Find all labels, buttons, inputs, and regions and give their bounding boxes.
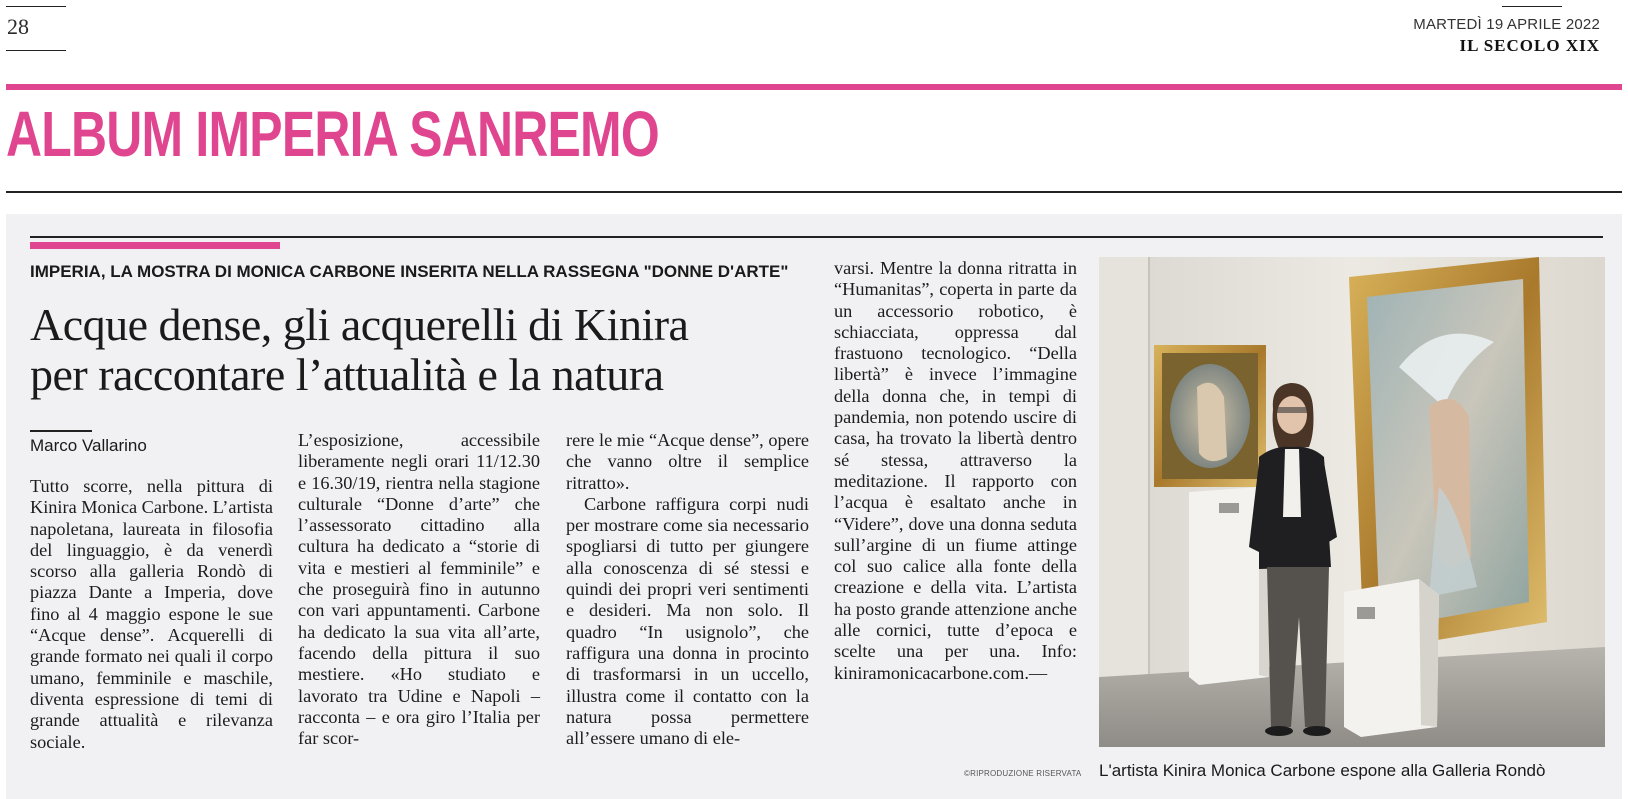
- headline-line-2: per raccontare l’attualità e la natura: [30, 349, 664, 400]
- paragraph: varsi. Mentre la donna ritratta in “Humanitas”, coperta in parte da un accessorio robotico, è schiacciata, oppressa dal frastuono tecnologico. “Della libertà” è invece l’immagine della donna che, in tempi di pandemia, non potendo uscire di casa, ha trovato la libertà dentro sé stessa, attraverso la meditazione. Il rapporto con l’acqua è esaltato anche in “Videre”, dove una donna seduta sull’argine di un fiume attinge col suo calice alla fonte della creazione e della vita. L’artista ha posto grande attenzione anche alle cornici, tutte d’epoca e scelte una per una. Info: kiniramonicacarbone.com.—: [834, 258, 1077, 683]
- section-rule: [6, 191, 1622, 193]
- header-rule-left-bottom: [6, 50, 66, 51]
- text-column-3: [566, 430, 809, 749]
- newspaper-name: IL SECOLO XIX: [1459, 36, 1600, 55]
- paragraph: Tutto scorre, nella pittura di Kinira Monica Carbone. L’artista napoletana, laureata in filosofia del linguaggio, è da venerdì scorso alla galleria Rondò di piazza Dante a Imperia, dove fino al 4 maggio espone le sue “Acque dense”. Acquerelli di grande formato nei quali il corpo umano, femminile e maschile, diventa espressione di temi di grande attualità e rilevanza sociale.: [30, 476, 274, 752]
- headline-line-1: Acque dense, gli acquerelli di Kinira: [30, 299, 689, 350]
- page-number: 28: [7, 14, 29, 39]
- paragraph: L’esposizione, accessibile liberamente negli orari 11/12.30 e 16.30/19, rientra nella stagione culturale “Donne d’arte” che l’assessorato cittadino alla cultura ha dedicato a “storie di vita e mestieri al femminile” e che proseguirà fino in autunno con vari appuntamenti. Carbone ha dedicato la sua vita all’arte, facendo della pittura il suo mestiere. «Ho studiato e lavorato tra Udine e Napoli – racconta – e ora giro l’Italia per far scor-: [298, 430, 540, 749]
- article-headline: [30, 300, 830, 400]
- article-photo: [1099, 257, 1605, 747]
- paragraph: rere le mie “Acque dense”, opere che vanno oltre il semplice ritratto».: [566, 430, 809, 493]
- article-author: Marco Vallarino: [30, 436, 147, 455]
- section-accent-bar: [6, 84, 1622, 90]
- header-rule-right: [1502, 6, 1562, 7]
- photo-caption: L'artista Kinira Monica Carbone espone alla Galleria Rondò: [1099, 761, 1546, 780]
- article-top-rule: [30, 236, 1603, 238]
- text-column-2: [298, 430, 540, 749]
- copyright-notice: ©RIPRODUZIONE RISERVATA: [964, 769, 1082, 778]
- section-title: ALBUM IMPERIA SANREMO: [6, 98, 659, 170]
- article-kicker: IMPERIA, LA MOSTRA DI MONICA CARBONE INSERITA NELLA RASSEGNA "DONNE D'ARTE": [30, 262, 789, 281]
- issue-date: MARTEDÌ 19 APRILE 2022: [1413, 16, 1600, 33]
- text-column-4: [834, 258, 1077, 684]
- author-rule: [30, 430, 92, 432]
- text-column-1: [30, 476, 273, 753]
- article-accent-stub: [30, 242, 280, 249]
- gallery-photo-illustration: [1099, 257, 1605, 747]
- header-rule-left: [6, 6, 66, 7]
- paragraph: Carbone raffigura corpi nudi per mostrare come sia necessario spogliarsi di tutto per giungere alla conoscenza di sé stessi e quindi dei propri veri sentimenti e desideri. Ma non solo. Il quadro “In usignolo”, che raffigura una donna in procinto di trasformarsi in un uccello, illustra come il contatto con la natura possa permettere all’essere umano di ele-: [566, 493, 809, 749]
